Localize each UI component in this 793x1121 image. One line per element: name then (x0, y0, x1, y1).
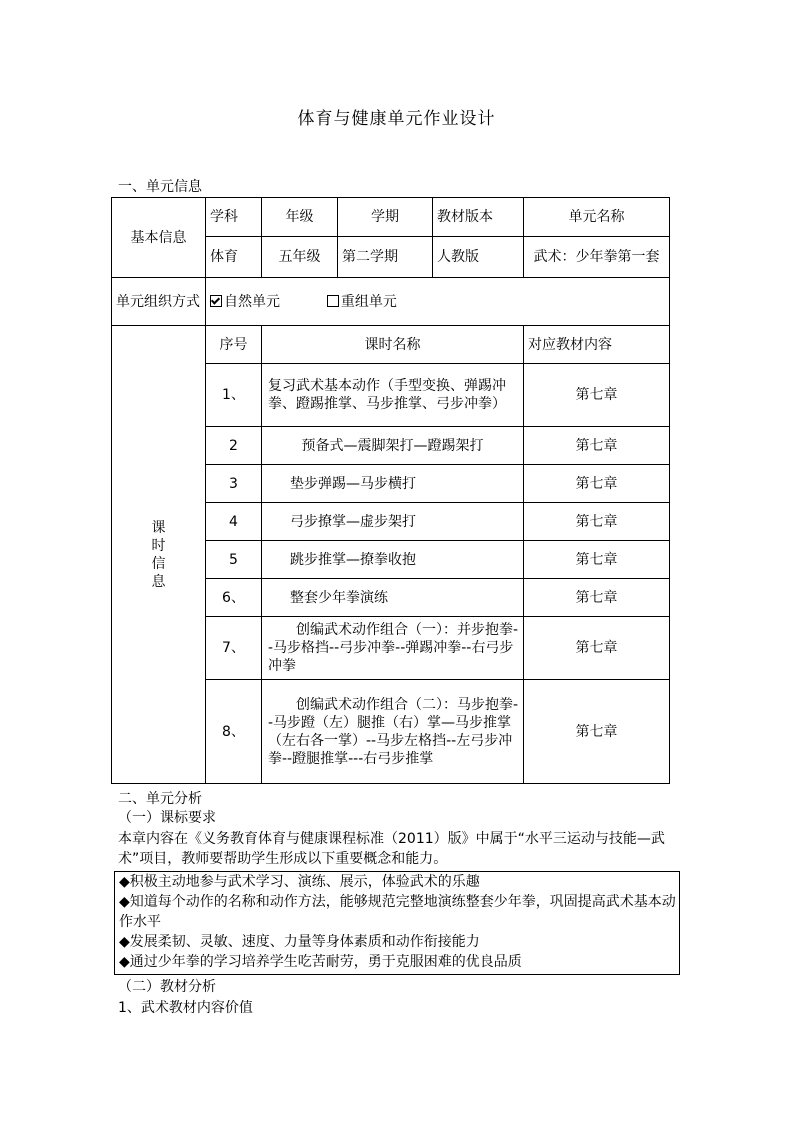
lesson-content: 第七章 (524, 541, 670, 579)
lesson-no: 7、 (206, 617, 262, 680)
header-subject: 学科 (206, 198, 262, 237)
lesson-no: 2 (206, 427, 262, 465)
list-item: ◆通过少年拳的学习培养学生吃苦耐劳，勇于克服困难的优良品质 (119, 954, 522, 970)
page-title: 体育与健康单元作业设计 (297, 109, 496, 129)
section-unit-analysis: 二、单元分析 (118, 791, 202, 807)
org-options (206, 278, 670, 326)
checkbox-regroup-unit[interactable] (327, 295, 339, 307)
lesson-name: 垫步弹踢—马步横打 (262, 465, 524, 503)
header-unit-name: 单元名称 (524, 198, 670, 237)
lesson-content: 第七章 (524, 364, 670, 427)
lesson-no: 8、 (206, 680, 262, 784)
list-item: ◆发展柔韧、灵敏、速度、力量等身体素质和动作衔接能力 (119, 934, 480, 950)
value-grade: 五年级 (262, 237, 338, 278)
header-semester: 学期 (338, 198, 433, 237)
lesson-no: 4 (206, 503, 262, 541)
value-semester: 第二学期 (338, 237, 433, 278)
lesson-content: 第七章 (524, 465, 670, 503)
lesson-content: 第七章 (524, 427, 670, 465)
lesson-content: 第七章 (524, 680, 670, 784)
lesson-info-label: 课时信息 (112, 326, 206, 784)
header-edition: 教材版本 (433, 198, 524, 237)
org-label: 单元组织方式 (112, 278, 206, 326)
lesson-name: 预备式—震脚架打—蹬踢架打 (262, 427, 524, 465)
lesson-name: 复习武术基本动作（手型变换、弹踢冲拳、蹬踢推掌、马步推掌、弓步冲拳） (262, 364, 524, 427)
value-unit-name: 武术：少年拳第一套 (524, 237, 670, 278)
subsection-value: 1、武术教材内容价值 (118, 1000, 253, 1016)
list-item: ◆知道每个动作的名称和动作方法，能够规范完整地演练整套少年拳，巩固提高武术基本动作水平 (119, 894, 676, 930)
header-lesson-content: 对应教材内容 (524, 326, 670, 364)
lesson-content: 第七章 (524, 617, 670, 680)
section-unit-info: 一、单元信息 (118, 179, 202, 195)
checkbox-natural-unit[interactable] (210, 295, 222, 307)
lesson-name: 跳步推掌—撩拳收抱 (262, 541, 524, 579)
curriculum-paragraph: 本章内容在《义务教育体育与健康课程标准（2011）版》中属于“水平三运动与技能—武术”项目，教师要帮助学生形成以下重要概念和能力。 (118, 831, 665, 867)
lesson-no: 3 (206, 465, 262, 503)
lesson-name: 弓步撩掌—虚步架打 (262, 503, 524, 541)
requirements-box (114, 871, 680, 975)
opt-regroup-unit: 重组单元 (340, 293, 397, 310)
lesson-name: 整套少年拳演练 (262, 579, 524, 617)
header-lesson-no: 序号 (206, 326, 262, 364)
lesson-name: 创编武术动作组合（二）：马步抱拳--马步蹬（左）腿推（右）掌—马步推掌（左右各一掌）--马步左格挡--左弓步冲拳--蹬腿推掌---右弓步推掌 (262, 680, 524, 784)
lesson-no: 6、 (206, 579, 262, 617)
lesson-content: 第七章 (524, 503, 670, 541)
lesson-content: 第七章 (524, 579, 670, 617)
subsection-curriculum: （一）课标要求 (118, 810, 216, 826)
unit-info-table (111, 197, 670, 784)
header-grade: 年级 (262, 198, 338, 237)
list-item: ◆积极主动地参与武术学习、演练、展示，体验武术的乐趣 (119, 874, 480, 890)
header-lesson-name: 课时名称 (262, 326, 524, 364)
opt-natural-unit: 自然单元 (224, 293, 280, 310)
basic-info-label: 基本信息 (112, 198, 206, 278)
value-subject: 体育 (206, 237, 262, 278)
lesson-no: 5 (206, 541, 262, 579)
lesson-name: 创编武术动作组合（一）：并步抱拳--马步格挡--弓步冲拳--弹踢冲拳--右弓步冲拳 (262, 617, 524, 680)
value-edition: 人教版 (433, 237, 524, 278)
subsection-material: （二）教材分析 (118, 979, 216, 995)
lesson-no: 1、 (206, 364, 262, 427)
